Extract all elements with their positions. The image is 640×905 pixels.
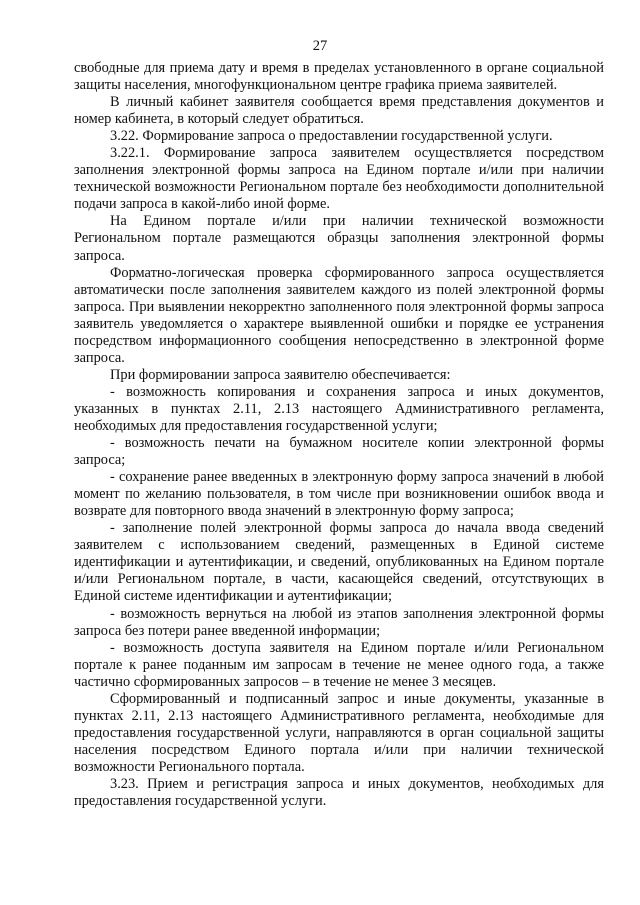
paragraph: В личный кабинет заявителя сообщается время представления документов и номер кабинета, в который следует обратиться.	[74, 94, 604, 128]
paragraph: 3.23. Прием и регистрация запроса и иных документов, необходимых для предоставления государственной услуги.	[74, 775, 604, 810]
paragraph: На Едином портале и/или при наличии технической возможности Региональном портале размещаются образцы заполнения электронной формы запроса.	[74, 213, 604, 264]
paragraph: - возможность печати на бумажном носителе копии электронной формы запроса;	[74, 435, 604, 469]
paragraph: 3.22. Формирование запроса о предоставлении государственной услуги.	[110, 128, 553, 145]
paragraph: - заполнение полей электронной формы запроса до начала ввода сведений заявителем с использованием сведений, размещенных в Единой системе идентификации и аутентификации, и сведений, опубликованных на Едином портале и/или Региональном портале, в части, касающейся сведений, отсутствующих в Единой системе идентификации и аутентификации;	[74, 520, 604, 605]
paragraph: - возможность копирования и сохранения запроса и иных документов, указанных в пунктах 2.11, 2.13 настоящего Административного регламента, необходимых для предоставления государственной услуги;	[74, 383, 604, 434]
paragraph: Форматно-логическая проверка сформированного запроса осуществляется автоматически после заполнения заявителем каждого из полей электронной формы запроса. При выявлении некорректно заполненного поля электронной формы запроса заявитель уведомляется о характере выявленной ошибки и порядке ее устранения посредством информационного сообщения непосредственно в электронной форме запроса.	[74, 264, 604, 366]
paragraph: свободные для приема дату и время в пределах установленного в органе социальной защиты населения, многофункциональном центре графика приема заявителей.	[74, 60, 604, 94]
document-body	[74, 60, 604, 810]
paragraph: - сохранение ранее введенных в электронную форму запроса значений в любой момент по желанию пользователя, в том числе при возникновении ошибок ввода и возврате для повторного ввода значений в электронную форму запроса;	[74, 469, 604, 520]
paragraph: 3.22.1. Формирование запроса заявителем осуществляется посредством заполнения электронной формы запроса на Едином портале и/или при наличии технической возможности Региональном портале без необходимости дополнительной подачи запроса в какой-либо иной форме.	[74, 145, 604, 213]
page-number: 27	[312, 38, 328, 54]
paragraph: - возможность вернуться на любой из этапов заполнения электронной формы запроса без потери ранее введенной информации;	[74, 605, 604, 639]
paragraph: - возможность доступа заявителя на Едином портале и/или Региональном портале к ранее поданным им запросам в течение не менее одного года, а также частично сформированных запросов – в течение не менее 3 месяцев.	[74, 639, 604, 690]
paragraph: Сформированный и подписанный запрос и иные документы, указанные в пунктах 2.11, 2.13 настоящего Административного регламента, необходимые для предоставления государственной услуги, направляются в орган социальной защиты населения посредством Единого портала и/или при наличии технической возможности Регионального портала.	[74, 690, 604, 775]
paragraph: При формировании запроса заявителю обеспечивается:	[110, 366, 451, 383]
